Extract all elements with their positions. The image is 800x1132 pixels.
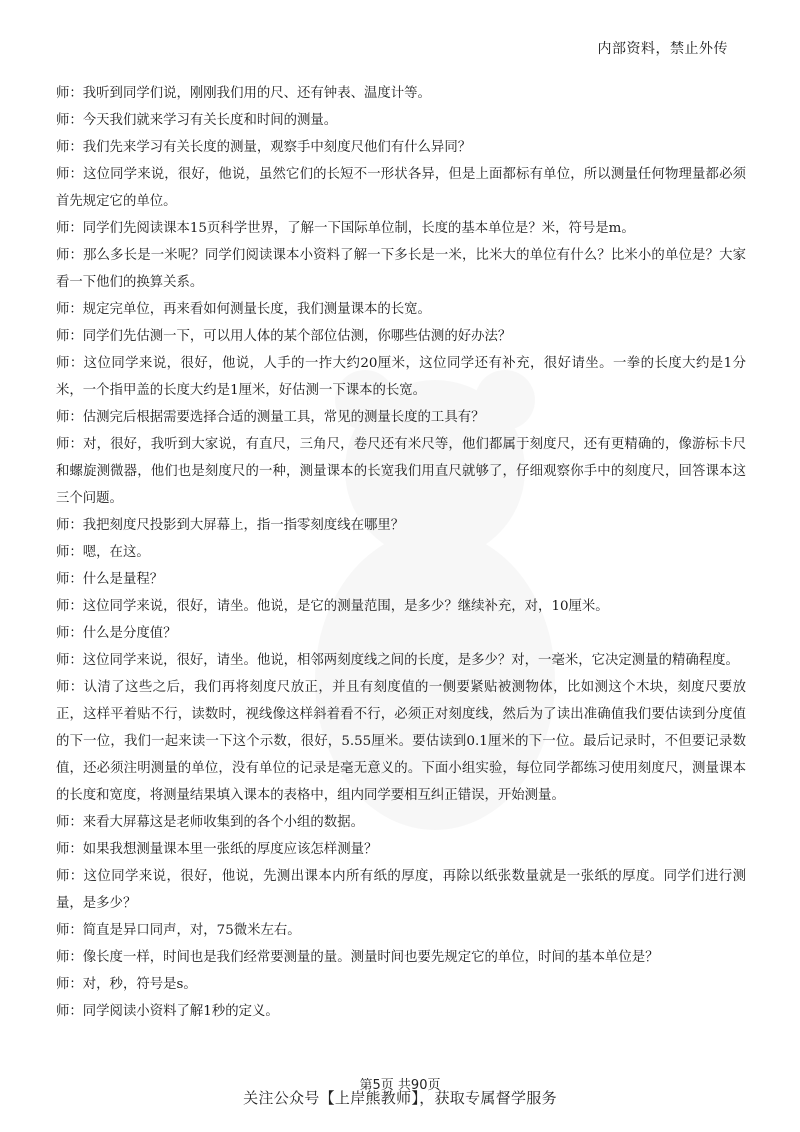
paragraph: 师：同学们先估测一下，可以用人体的某个部位估测，你哪些估测的好办法？ (56, 329, 512, 344)
paragraph: 师：我把刻度尺投影到大屏幕上，指一指零刻度线在哪里？ (56, 518, 405, 533)
paragraph: 师：什么是分度值？ (56, 626, 177, 641)
paragraph: 师：这位同学来说，很好，他说，先测出课本内所有纸的厚度，再除以纸张数量就是一张纸的厚度。同学们进行测量，是多少？ (56, 869, 746, 911)
promo-text: 关注公众号【上岸熊教师】，获取专属督学服务 (243, 1089, 557, 1107)
paragraph: 师：对，秒，符号是s。 (56, 977, 197, 992)
paragraph: 师：嗯，在这。 (56, 545, 150, 560)
paragraph: 师：来看大屏幕这是老师收集到的各个小组的数据。 (56, 815, 364, 830)
paragraph: 师：今天我们就来学习有关长度和时间的测量。 (56, 113, 338, 128)
paragraph: 师：我听到同学们说，刚刚我们用的尺、还有钟表、温度计等。 (56, 86, 431, 101)
paragraph: 师：像长度一样，时间也是我们经常要测量的量。测量时间也要先规定它的单位，时间的基本单位是？ (56, 950, 659, 965)
paragraph: 师：这位同学来说，很好，请坐。他说，是它的测量范围，是多少？继续补充，对，10厘米。 (56, 599, 609, 614)
paragraph: 师：认清了这些之后，我们再将刻度尺放正，并且有刻度值的一侧要紧贴被测物体，比如测这个木块，刻度尺要放正，这样平着贴不行，读数时，视线像这样斜着看不行，必须正对刻度线，然后为了读出准确值我们要估读到分度值的下一位，我们一起来读一下这个示数，很好，5.55厘米。要估读到0.1厘米的下一位。最后记录时，不但要记录数值，还必须注明测量的单位，没有单位的记录是毫无意义的。下面小组实验，每位同学都练习使用刻度尺，测量课本的长度和宽度，将测量结果填入课本的表格中，组内同学要相互纠正错误，开始测量。 (56, 680, 746, 803)
paragraph: 师：对，很好，我听到大家说，有直尺，三角尺，卷尺还有米尺等，他们都属于刻度尺，还有更精确的，像游标卡尺和螺旋测微器，他们也是刻度尺的一种，测量课本的长宽我们用直尺就够了，仔细观察你手中的刻度尺，回答课本这三个问题。 (56, 437, 746, 506)
paragraph: 师：这位同学来说，很好，他说，虽然它们的长短不一形状各异，但是上面都标有单位，所以测量任何物理量都必须首先规定它的单位。 (56, 167, 746, 209)
paragraph: 师：简直是异口同声，对，75微米左右。 (56, 923, 301, 938)
page-number: 第5页 共90页 (359, 1078, 441, 1093)
paragraph: 师：这位同学来说，很好，他说，人手的一拃大约20厘米，这位同学还有补充，很好请坐。一拳的长度大约是1分米，一个指甲盖的长度大约是1厘米，好估测一下课本的长宽。 (56, 356, 746, 398)
paragraph: 师：同学阅读小资料了解1秒的定义。 (56, 1004, 279, 1019)
confidential-note: 内部资料，禁止外传 (597, 41, 728, 57)
paragraph: 师：同学们先阅读课本15页科学世界，了解一下国际单位制，长度的基本单位是？米，符号是m。 (56, 221, 635, 236)
paragraph: 师：什么是量程？ (56, 572, 164, 587)
document-body (56, 80, 746, 1025)
paragraph: 师：那么多长是一米呢？同学们阅读课本小资料了解一下多长是一米，比米大的单位有什么？比米小的单位是？大家看一下他们的换算关系。 (56, 248, 746, 290)
paragraph: 师：估测完后根据需要选择合适的测量工具，常见的测量长度的工具有？ (56, 410, 485, 425)
paragraph: 师：规定完单位，再来看如何测量长度，我们测量课本的长宽。 (56, 302, 431, 317)
paragraph: 师：这位同学来说，很好，请坐。他说，相邻两刻度线之间的长度，是多少？对，一毫米，它决定测量的精确程度。 (56, 653, 739, 668)
paragraph: 师：我们先来学习有关长度的测量，观察手中刻度尺他们有什么异同？ (56, 140, 472, 155)
paragraph: 师：如果我想测量课本里一张纸的厚度应该怎样测量？ (56, 842, 378, 857)
